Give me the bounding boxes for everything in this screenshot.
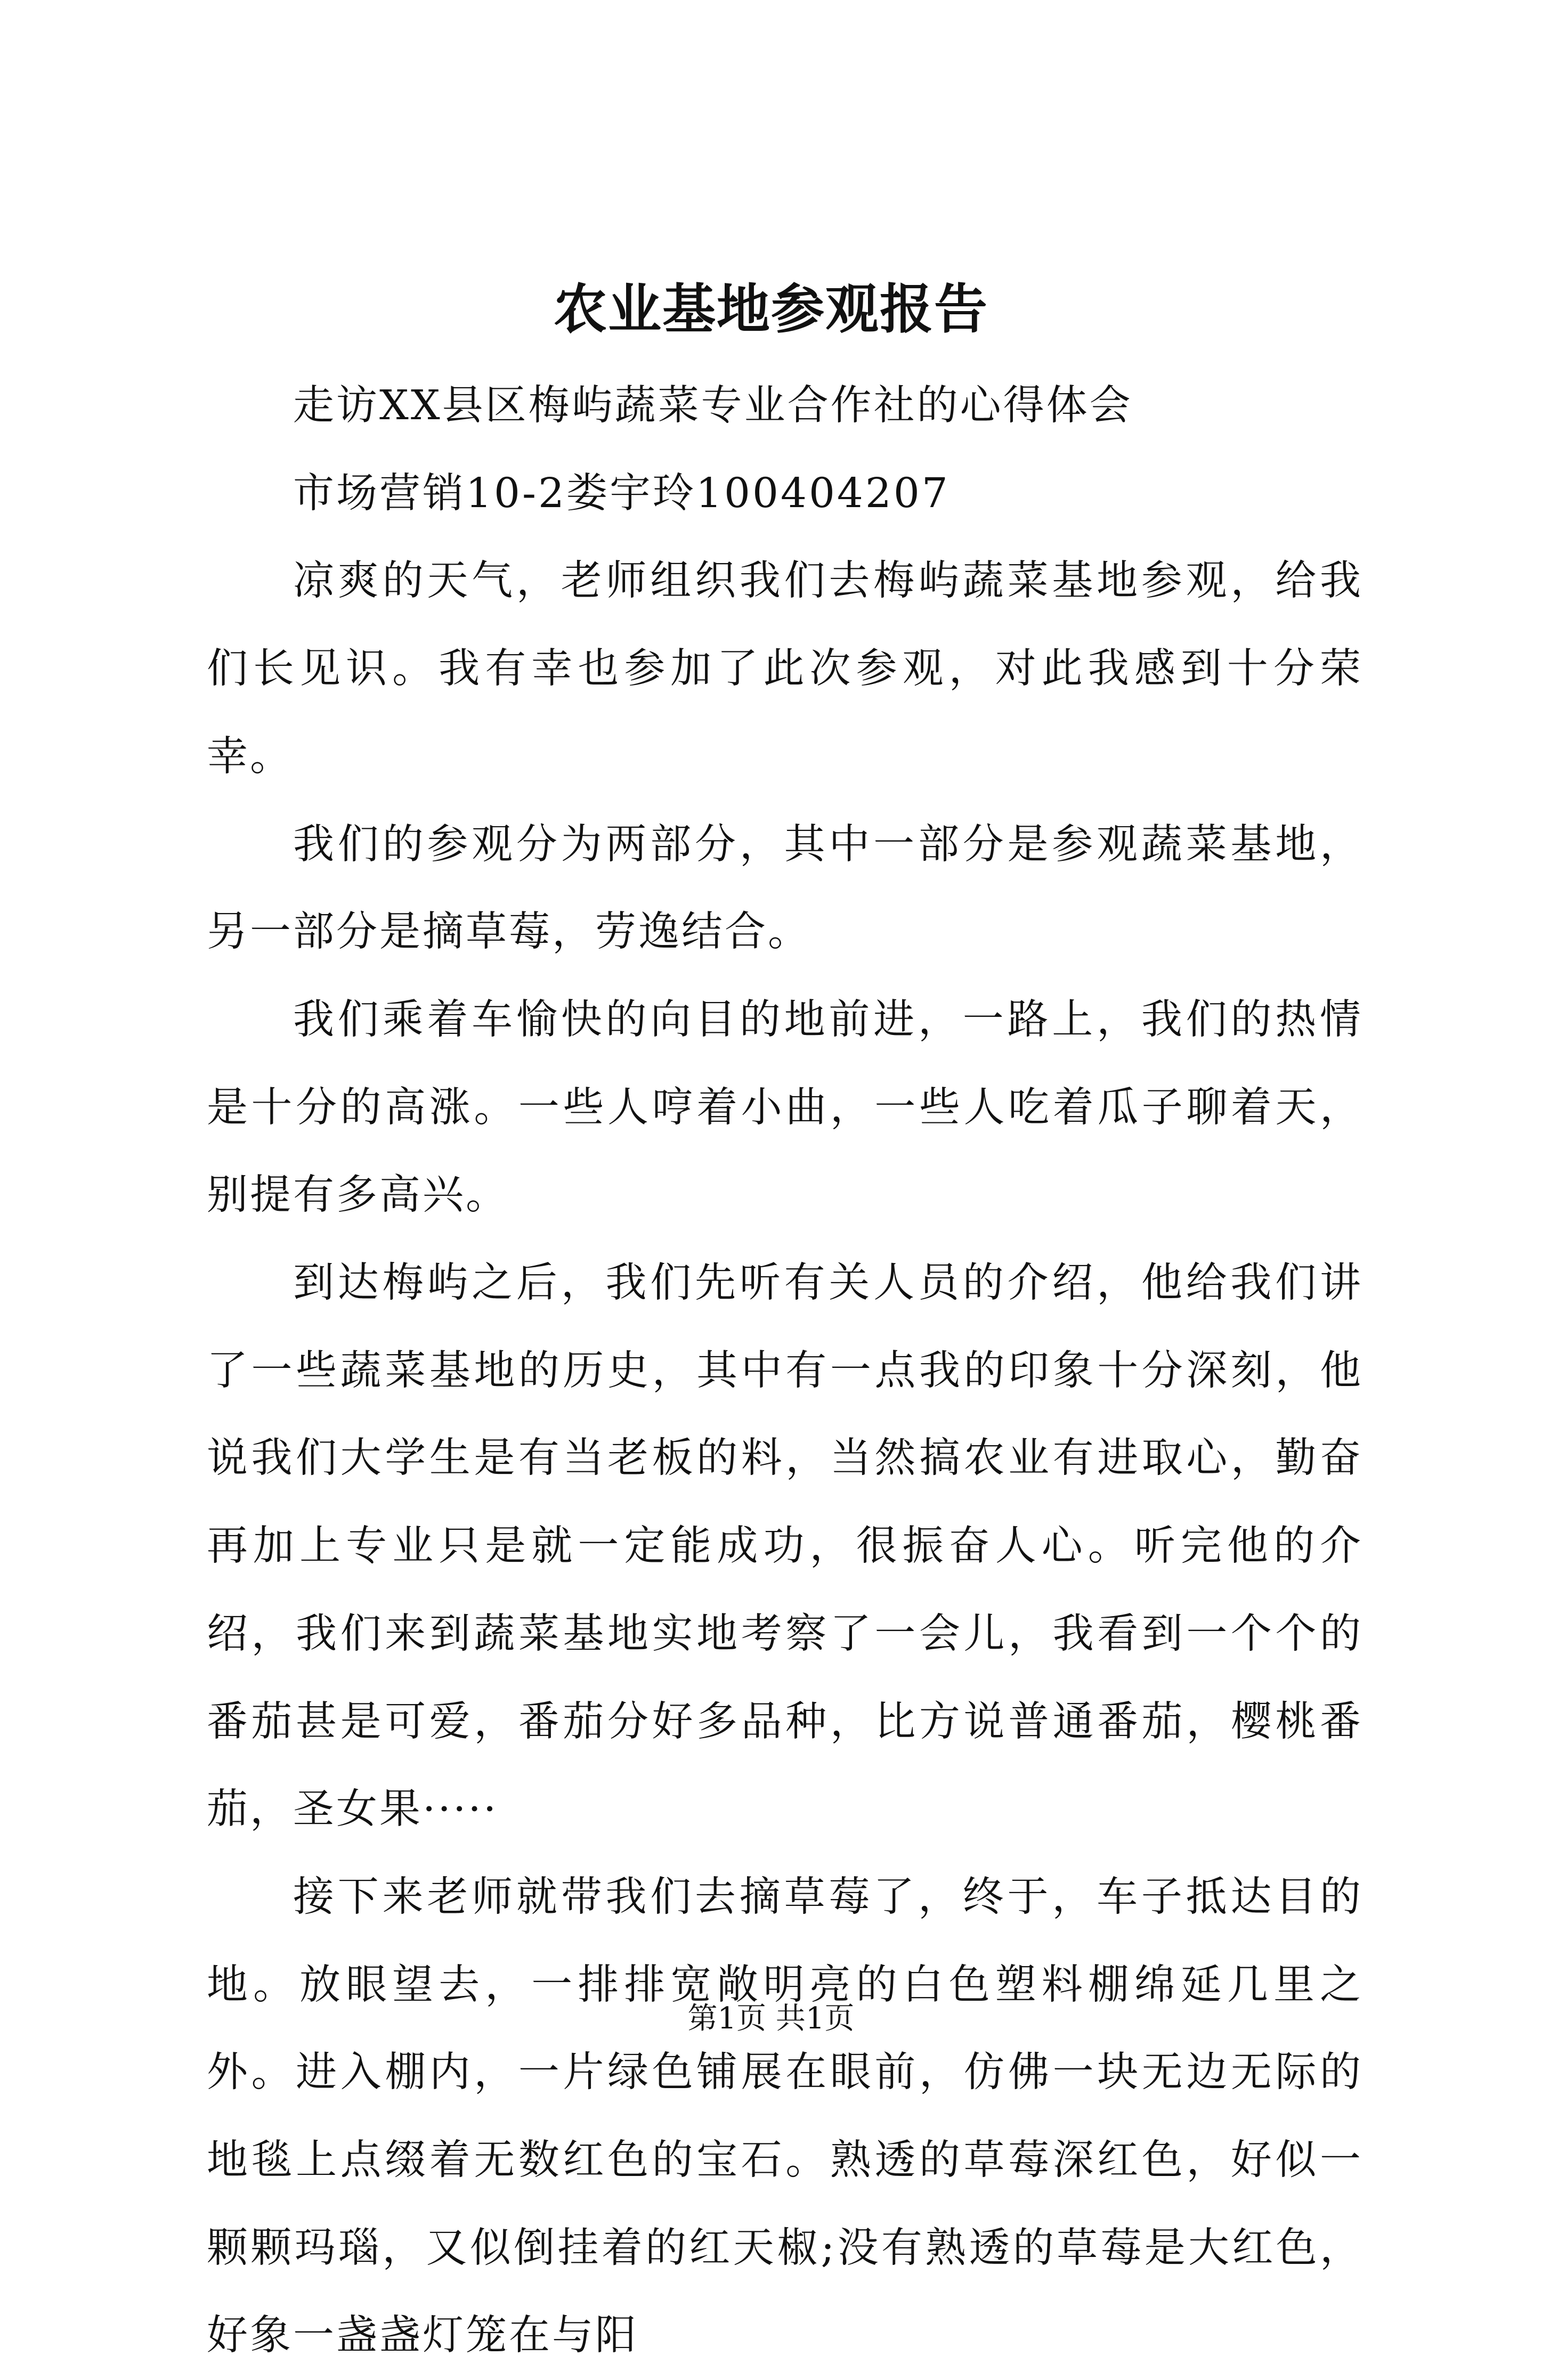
body-paragraph: 凉爽的天气，老师组织我们去梅屿蔬菜基地参观，给我们长见识。我有幸也参加了此次参观，对此我感到十分荣幸。 <box>207 557 1363 780</box>
body-paragraph: 到达梅屿之后，我们先听有关人员的介绍，他给我们讲了一些蔬菜基地的历史，其中有一点我的印象十分深刻，他说我们大学生是有当老板的料，当然搞农业有进取心，勤奋再加上专业只是就一定能成功，很振奋人心。听完他的介绍，我们来到蔬菜基地实地考察了一会儿，我看到一个个的番茄甚是可爱，番茄分好多品种，比方说普通番茄，樱桃番茄，圣女果····· <box>207 1259 1363 1833</box>
body-paragraph: 接下来老师就带我们去摘草莓了，终于，车子抵达目的地。放眼望去，一排排宽敞明亮的白色塑料棚绵延几里之外。进入棚内，一片绿色铺展在眼前，仿佛一块无边无际的地毯上点缀着无数红色的宝石。熟透的草莓深红色，好似一颗颗玛瑙，又似倒挂着的红天椒;没有熟透的草莓是大红色，好象一盏盏灯笼在与阳 <box>207 1873 1363 2360</box>
body-paragraph: 我们的参观分为两部分，其中一部分是参观蔬菜基地，另一部分是摘草莓，劳逸结合。 <box>207 820 1363 956</box>
author-line: 市场营销10-2娄宇玲100404207 <box>293 469 950 517</box>
subtitle-paragraph: 走访XX县区梅屿蔬菜专业合作社的心得体会 <box>293 382 1133 429</box>
body-paragraph: 我们乘着车愉快的向目的地前进，一路上，我们的热情是十分的高涨。一些人哼着小曲，一些人吃着瓜子聊着天，别提有多高兴。 <box>207 996 1363 1219</box>
document-body <box>207 362 1363 2380</box>
page-footer: 第1页 共1页 <box>687 2001 855 2036</box>
document-title: 农业基地参观报告 <box>554 278 988 340</box>
